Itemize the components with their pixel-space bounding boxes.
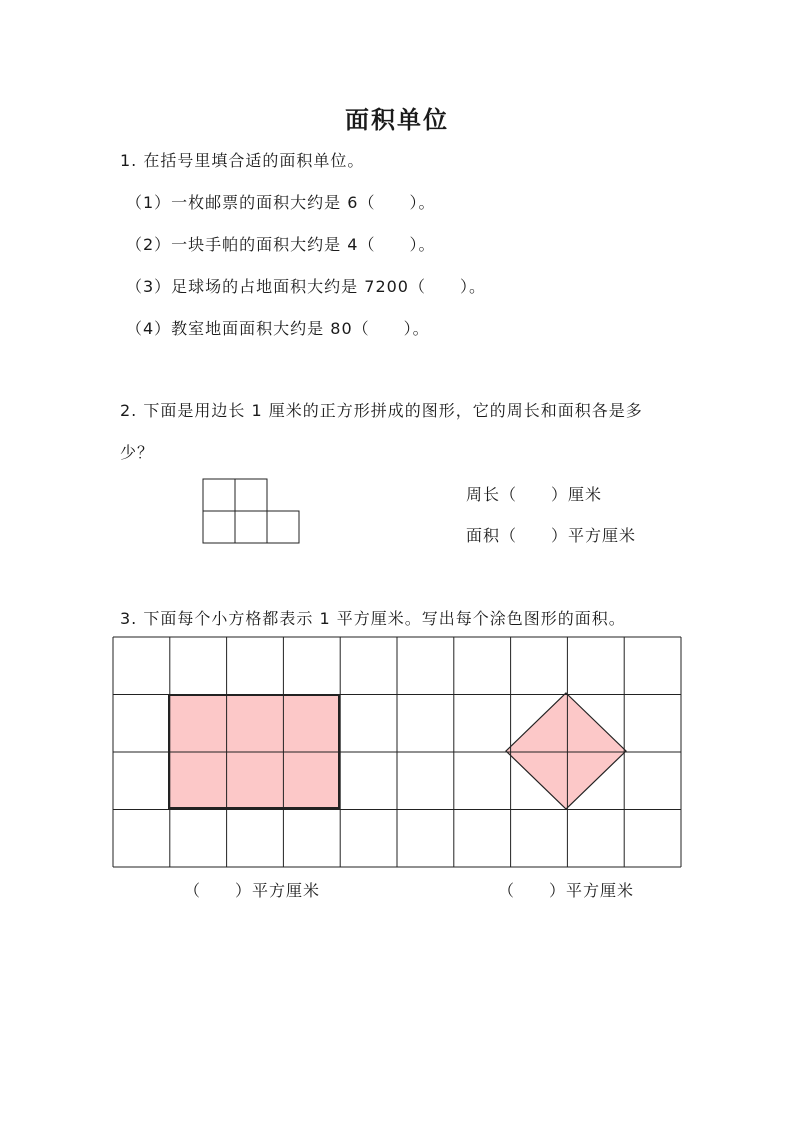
question-2-prompt-line-1: 2. 下面是用边长 1 厘米的正方形拼成的图形，它的周长和面积各是多 bbox=[120, 401, 643, 420]
tile-square bbox=[203, 511, 235, 543]
tile-square bbox=[203, 479, 235, 511]
question-1-item-3: （3）足球场的占地面积大约是 7200（ ）。 bbox=[126, 277, 486, 296]
tile-square bbox=[235, 511, 267, 543]
question-3-answer-left: （ ）平方厘米 bbox=[184, 881, 321, 900]
tile-square bbox=[267, 511, 299, 543]
question-3-prompt: 3. 下面每个小方格都表示 1 平方厘米。写出每个涂色图形的面积。 bbox=[120, 609, 626, 628]
perimeter-answer: 周长（ ）厘米 bbox=[466, 485, 603, 504]
question-3-answer-right: （ ）平方厘米 bbox=[498, 881, 635, 900]
area-answer: 面积（ ）平方厘米 bbox=[466, 526, 637, 545]
shaded-diamond bbox=[506, 693, 626, 809]
question-1-item-2: （2）一块手帕的面积大约是 4（ ）。 bbox=[126, 235, 436, 254]
tile-square bbox=[235, 479, 267, 511]
page-title: 面积单位 bbox=[345, 106, 449, 134]
square-tile-figure bbox=[202, 478, 304, 546]
square-grid bbox=[112, 636, 682, 868]
question-1-item-4: （4）教室地面面积大约是 80（ ）。 bbox=[126, 319, 430, 338]
question-2-prompt-line-2: 少？ bbox=[120, 443, 155, 462]
question-1-prompt: 1. 在括号里填合适的面积单位。 bbox=[120, 151, 365, 170]
question-1-item-1: （1）一枚邮票的面积大约是 6（ ）。 bbox=[126, 193, 436, 212]
